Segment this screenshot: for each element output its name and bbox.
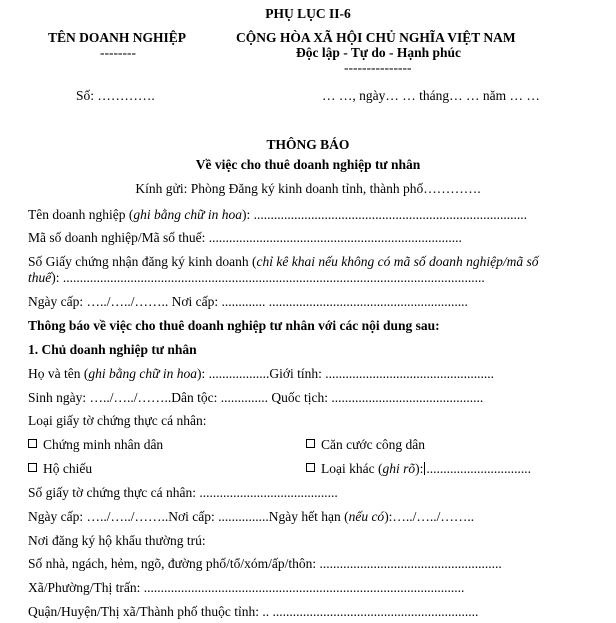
option-other[interactable]: Loại khác (ghi rõ): ............................... bbox=[306, 461, 531, 477]
recipient-line: Kính gửi: Phòng Đăng ký kinh doanh tỉnh, thành phố…………. bbox=[135, 181, 481, 196]
intro-line: Thông báo về việc cho thuê doanh nghiệp tư nhân với các nội dung sau: bbox=[28, 318, 440, 333]
district-field: Quận/Huyện/Thị xã/Thành phố thuộc tỉnh: .. ............................................................. bbox=[28, 604, 479, 619]
appendix-title: PHỤ LỤC II-6 bbox=[265, 6, 351, 21]
cert-number-field-cont: thuế): ............................................................................................................................. bbox=[28, 270, 485, 285]
option-passport[interactable]: Hộ chiếu bbox=[28, 461, 92, 477]
notice-title: THÔNG BÁO bbox=[266, 137, 350, 152]
motto-underline: --------------- bbox=[344, 60, 412, 75]
notice-subject: Về việc cho thuê doanh nghiệp tư nhân bbox=[195, 157, 421, 172]
checkbox-other[interactable] bbox=[306, 463, 315, 472]
checkbox-passport[interactable] bbox=[28, 463, 37, 472]
company-issue-field: Ngày cấp: …../…../…….. Nơi cấp: ............. ........................................................... bbox=[28, 294, 468, 309]
owner-dob-field: Sinh ngày: …../…../……..Dân tộc: .............. Quốc tịch: ............................................. bbox=[28, 390, 484, 405]
owner-name-field: Họ và tên (ghi bằng chữ in hoa): ..................Giới tính: .................................................. bbox=[28, 366, 494, 381]
section-1-heading: 1. Chủ doanh nghiệp tư nhân bbox=[28, 342, 197, 357]
option-cmnd[interactable]: Chứng minh nhân dân bbox=[28, 437, 163, 453]
nation-title: CỘNG HÒA XÃ HỘI CHỦ NGHĨA VIỆT NAM bbox=[236, 30, 516, 45]
company-code-field: Mã số doanh nghiệp/Mã số thuế: ........................................................................... bbox=[28, 230, 462, 245]
ward-field: Xã/Phường/Thị trấn: ............................................................................................... bbox=[28, 580, 465, 595]
id-type-label: Loại giấy tờ chứng thực cá nhân: bbox=[28, 413, 207, 428]
residence-label: Nơi đăng ký hộ khẩu thường trú: bbox=[28, 533, 206, 548]
cert-number-field: Số Giấy chứng nhận đăng ký kinh doanh (chỉ kê khai nếu không có mã số doanh nghiệp/mã số bbox=[28, 254, 539, 269]
street-field: Số nhà, ngách, hẻm, ngõ, đường phố/tổ/xóm/ấp/thôn: ...................................................... bbox=[28, 556, 502, 571]
option-cccd[interactable]: Căn cước công dân bbox=[306, 437, 425, 453]
date-line: … …, ngày… … tháng… … năm … … bbox=[322, 88, 540, 103]
company-name-field: Tên doanh nghiệp (ghi bằng chữ in hoa): ................................................................................. bbox=[28, 207, 527, 222]
company-label: TÊN DOANH NGHIỆP bbox=[48, 30, 187, 45]
company-underline: -------- bbox=[100, 45, 136, 60]
checkbox-cccd[interactable] bbox=[306, 439, 315, 448]
id-number-field: Số giấy tờ chứng thực cá nhân: ......................................... bbox=[28, 485, 338, 500]
checkbox-cmnd[interactable] bbox=[28, 439, 37, 448]
document-number: Số: …………. bbox=[76, 88, 155, 103]
motto: Độc lập - Tự do - Hạnh phúc bbox=[296, 45, 462, 60]
id-issue-field: Ngày cấp: …../…../……..Nơi cấp: ...............Ngày hết hạn (nếu có):…../…../…….. bbox=[28, 509, 475, 524]
